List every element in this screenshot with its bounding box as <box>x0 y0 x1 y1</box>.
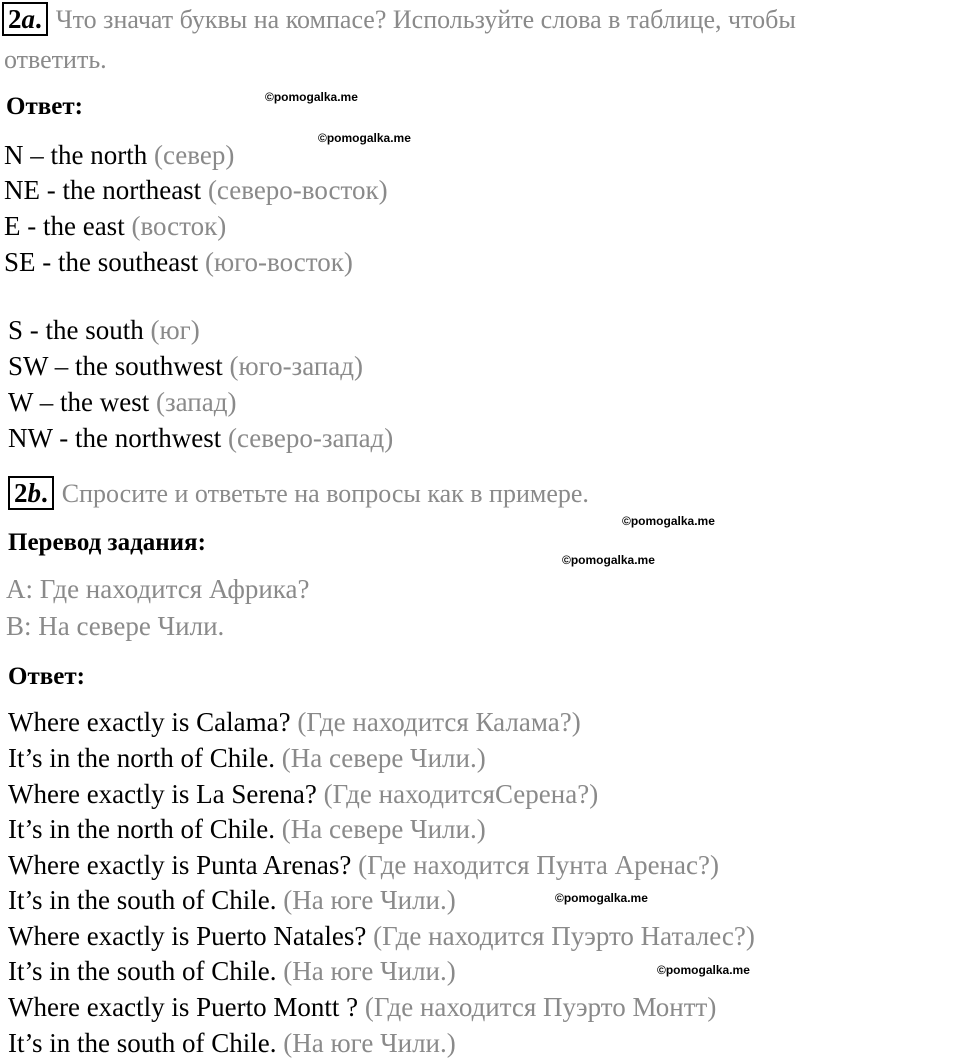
qa-line-en: It’s in the north of Chile. <box>8 743 275 773</box>
compass-item <box>4 249 353 276</box>
compass-item-en: N – the north <box>4 140 148 170</box>
compass-item-ru: (юг) <box>150 315 200 345</box>
qa-line <box>8 994 716 1021</box>
task-2b-number: 2 <box>14 478 28 508</box>
qa-line-ru: (На севере Чили.) <box>281 743 486 773</box>
task-2a-dot: . <box>35 4 42 34</box>
answer-label-2: Ответ: <box>8 663 85 690</box>
compass-item-ru: (восток) <box>131 211 227 241</box>
compass-item-en: SE - the southeast <box>4 247 199 277</box>
task-2a-letter: a <box>21 4 35 34</box>
qa-line-en: It’s in the south of Chile. <box>8 885 277 915</box>
qa-line-en: It’s in the north of Chile. <box>8 814 275 844</box>
compass-item <box>8 353 363 380</box>
compass-item-ru: (запад) <box>155 387 237 417</box>
compass-item <box>8 317 200 344</box>
compass-item-ru: (юго-восток) <box>204 247 353 277</box>
compass-item-en: W – the west <box>8 387 150 417</box>
qa-line-en: Where exactly is La Serena? <box>8 779 317 809</box>
compass-item-en: SW – the southwest <box>8 351 223 381</box>
qa-line <box>8 852 719 879</box>
qa-line-ru: (Где находится Пунта Аренас?) <box>358 850 719 880</box>
qa-line-en: Where exactly is Puerto Natales? <box>8 921 367 951</box>
qa-line <box>8 923 755 950</box>
qa-line-en: It’s in the south of Chile. <box>8 1028 277 1058</box>
compass-item-en: S - the south <box>8 315 144 345</box>
compass-item-en: NE - the northeast <box>4 175 202 205</box>
qa-line-ru: (Где находится Пуэрто Монтт) <box>364 992 717 1022</box>
task-2a-prompt-line2: ответить. <box>4 45 107 74</box>
qa-line <box>8 781 598 808</box>
qa-line <box>8 816 486 843</box>
task-2b-header <box>8 476 589 511</box>
task-2a-header <box>2 2 796 37</box>
qa-line-ru: (На севере Чили.) <box>281 814 486 844</box>
qa-line <box>8 709 581 736</box>
qa-line-ru: (На юге Чили.) <box>283 956 456 986</box>
compass-item-ru: (северо-восток) <box>207 175 388 205</box>
task-2b-dot: . <box>41 478 48 508</box>
qa-line <box>8 887 456 914</box>
compass-item <box>4 177 388 204</box>
watermark: ©pomogalka.me <box>318 131 411 145</box>
task-2a-number-box <box>2 2 48 36</box>
translation-line-a: A: Где находится Африка? <box>6 574 310 604</box>
task-2b-letter: b <box>27 478 41 508</box>
qa-line-ru: (Где находится Калама?) <box>297 707 581 737</box>
compass-item-en: E - the east <box>4 211 125 241</box>
qa-line-en: It’s in the south of Chile. <box>8 956 277 986</box>
task-2a-number: 2 <box>8 4 22 34</box>
compass-item <box>8 389 236 416</box>
compass-item <box>8 425 393 452</box>
qa-line-ru: (Где находитсяСерена?) <box>323 779 599 809</box>
task-2b-number-box <box>8 476 54 510</box>
qa-line-en: Where exactly is Calama? <box>8 707 291 737</box>
translation-label: Перевод задания: <box>8 529 206 556</box>
qa-line-en: Where exactly is Punta Arenas? <box>8 850 352 880</box>
compass-item-ru: (северо-запад) <box>227 423 394 453</box>
qa-line-ru: (На юге Чили.) <box>283 885 456 915</box>
task-2b-prompt: Спросите и ответьте на вопросы как в примере. <box>61 479 589 508</box>
qa-line <box>8 745 486 772</box>
watermark: ©pomogalka.me <box>265 90 358 104</box>
compass-item-en: NW - the northwest <box>8 423 222 453</box>
qa-line-en: Where exactly is Puerto Montt ? <box>8 992 359 1022</box>
compass-item <box>4 213 226 240</box>
watermark: ©pomogalka.me <box>555 891 648 905</box>
compass-item <box>4 142 234 169</box>
compass-item-ru: (север) <box>153 140 235 170</box>
task-2a-prompt-line1: Что значат буквы на компасе? Используйте слова в таблице, чтобы <box>55 5 796 34</box>
qa-line-ru: (Где находится Пуэрто Наталес?) <box>373 921 755 951</box>
watermark: ©pomogalka.me <box>562 553 655 567</box>
qa-line <box>8 958 456 985</box>
compass-item-ru: (юго-запад) <box>229 351 364 381</box>
watermark: ©pomogalka.me <box>657 963 750 977</box>
translation-line-b: B: На севере Чили. <box>6 611 225 641</box>
qa-line-ru: (На юге Чили.) <box>283 1028 456 1058</box>
answer-label-1: Ответ: <box>6 93 83 120</box>
watermark: ©pomogalka.me <box>622 514 715 528</box>
qa-line <box>8 1030 456 1057</box>
